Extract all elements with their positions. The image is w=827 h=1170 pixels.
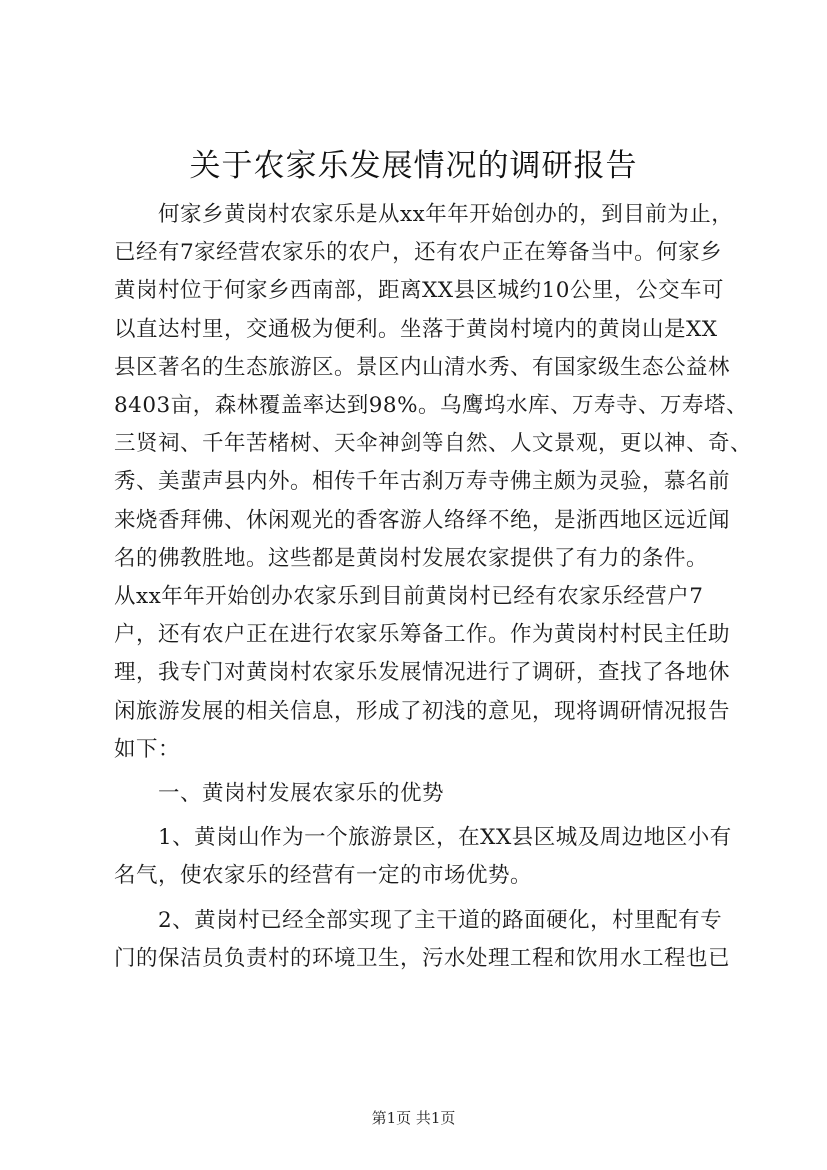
paragraph-line: 名的佛教胜地。这些都是黄岗村发展农家提供了有力的条件。 bbox=[114, 545, 709, 571]
paragraph-line: 1、黄岗山作为一个旅游景区，在XX县区城及周边地区小有 bbox=[158, 825, 732, 851]
paragraph-line: 以直达村里，交通极为便利。坐落于黄岗村境内的黄岗山是XX bbox=[114, 316, 718, 342]
paragraph-line: 黄岗村位于何家乡西南部，距离XX县区城约10公里，公交车可 bbox=[114, 278, 724, 304]
paragraph-line: 闲旅游发展的相关信息，形成了初浅的意见，现将调研情况报告 bbox=[114, 698, 731, 724]
paragraph-line: 8403亩，森林覆盖率达到98%。乌鹰坞水库、万寿寺、万寿塔、 bbox=[114, 393, 749, 419]
paragraph-line: 秀、美蜚声县内外。相传千年古刹万寿寺佛主颇为灵验，慕名前 bbox=[114, 469, 731, 495]
paragraph-line: 县区著名的生态旅游区。景区内山清水秀、有国家级生态公益林 bbox=[114, 354, 731, 380]
paragraph-line: 已经有7家经营农家乐的农户，还有农户正在筹备当中。何家乡 bbox=[114, 240, 723, 266]
paragraph-line: 门的保洁员负责村的环境卫生，污水处理工程和饮用水工程也已 bbox=[114, 945, 731, 971]
paragraph-line: 如下： bbox=[114, 736, 181, 762]
paragraph-line: 何家乡黄岗村农家乐是从xx年年开始创办的，到目前为止， bbox=[158, 202, 734, 227]
paragraph-line: 理，我专门对黄岗村农家乐发展情况进行了调研，查找了各地休 bbox=[114, 660, 731, 686]
paragraph-line: 名气，使农家乐的经营有一定的市场优势。 bbox=[114, 863, 533, 889]
paragraph-line: 户，还有农户正在进行农家乐筹备工作。作为黄岗村村民主任助 bbox=[114, 622, 731, 648]
paragraph-line: 三贤祠、千年苦楮树、天伞神剑等自然、人文景观，更以神、奇、 bbox=[114, 431, 753, 457]
page-footer: 第1页 共1页 bbox=[371, 1109, 456, 1127]
paragraph-line: 2、黄岗村已经全部实现了主干道的路面硬化，村里配有专 bbox=[158, 907, 723, 933]
document-title: 关于农家乐发展情况的调研报告 bbox=[189, 148, 638, 184]
document-body bbox=[114, 196, 753, 978]
section-heading: 一、黄岗村发展农家乐的优势 bbox=[158, 781, 445, 807]
paragraph-line: 从xx年年开始创办农家乐到目前黄岗村已经有农家乐经营户7 bbox=[114, 584, 704, 610]
paragraph-line: 来烧香拜佛、休闲观光的香客游人络绎不绝，是浙西地区远近闻 bbox=[114, 507, 731, 533]
